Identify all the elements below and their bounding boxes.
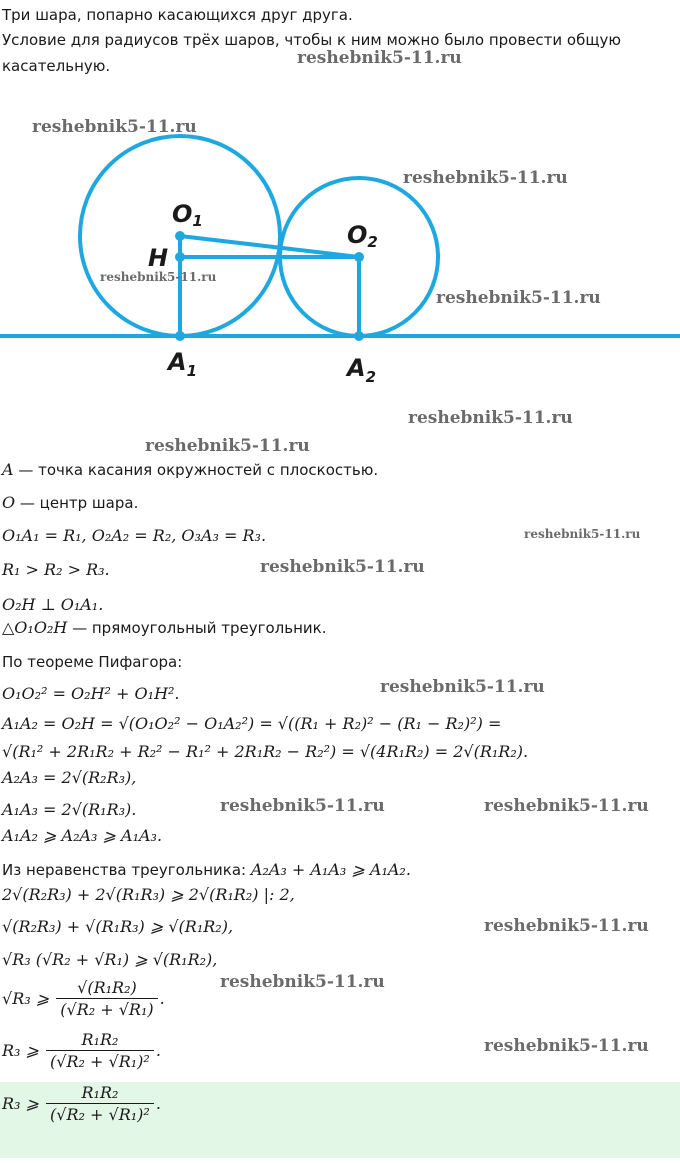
- label-a1: $A_1$: [168, 348, 198, 380]
- s19-end: .: [155, 1041, 161, 1060]
- triangle-notation: △O₁O₂H: [2, 618, 68, 637]
- solution-line-6: [2, 617, 326, 639]
- s19-left: R₃ ⩾: [2, 1041, 39, 1060]
- s20-end: .: [155, 1094, 161, 1113]
- s18-numerator: √(R₁R₂): [56, 978, 157, 999]
- solution-line-10: √(R₁² + 2R₁R₂ + R₂² − R₁² + 2R₁R₂ − R₂²) = √(4R₁R₂) = 2√(R₁R₂).: [2, 742, 529, 761]
- solution-line-14-text: Из неравенства треугольника:: [2, 861, 251, 879]
- solution-line-1: [2, 459, 378, 481]
- s18-end: .: [159, 989, 165, 1008]
- s18-denominator: (√R₂ + √R₁): [60, 1000, 154, 1019]
- point-a2: [354, 331, 364, 341]
- point-o1: [175, 231, 185, 241]
- watermark: reshebnik5-11.ru: [408, 408, 573, 428]
- watermark: reshebnik5-11.ru: [524, 527, 641, 541]
- watermark: reshebnik5-11.ru: [260, 557, 425, 577]
- solution-line-6-text: — прямоугольный треугольник.: [67, 619, 327, 637]
- solution-line-8: O₁O₂² = O₂H² + O₁H².: [2, 684, 180, 703]
- solution-line-15: 2√(R₂R₃) + 2√(R₁R₃) ⩾ 2√(R₁R₂) |: 2,: [2, 885, 295, 904]
- solution-line-14: [2, 859, 411, 881]
- point-h: [175, 252, 185, 262]
- watermark: reshebnik5-11.ru: [297, 48, 462, 68]
- segment-o1-o2: [180, 236, 359, 257]
- solution-line-20-answer: [2, 1083, 161, 1126]
- solution-line-12: A₁A₃ = 2√(R₁R₃).: [2, 800, 137, 819]
- s19-denominator: (√R₂ + √R₁)²: [50, 1052, 150, 1071]
- watermark: reshebnik5-11.ru: [220, 972, 385, 992]
- solution-line-7: По теореме Пифагора:: [2, 653, 183, 671]
- watermark: reshebnik5-11.ru: [484, 916, 649, 936]
- watermark: reshebnik5-11.ru: [220, 796, 385, 816]
- s18-fraction: [56, 978, 157, 1021]
- watermark: reshebnik5-11.ru: [145, 436, 310, 456]
- solution-line-18: [2, 978, 165, 1021]
- watermark: reshebnik5-11.ru: [436, 288, 601, 308]
- label-o1: O1: [172, 200, 203, 230]
- solution-line-2: [2, 492, 138, 514]
- solution-line-3: O₁A₁ = R₁, O₂A₂ = R₂, O₃A₃ = R₃.: [2, 526, 267, 545]
- solution-line-1-text: — точка касания окружностей с плоскостью.: [13, 461, 379, 479]
- solution-line-2-text: — центр шара.: [15, 494, 139, 512]
- var-a: A: [2, 460, 14, 479]
- s20-numerator: R₁R₂: [46, 1083, 154, 1104]
- intro-line-3: касательную.: [2, 57, 111, 75]
- label-h: H: [148, 244, 169, 272]
- s20-fraction: [46, 1083, 154, 1126]
- label-a2: $A_2$: [347, 354, 377, 386]
- s18-left: √R₃ ⩾: [2, 989, 50, 1008]
- triangle-inequality: A₂A₃ + A₁A₃ ⩾ A₁A₂.: [250, 860, 411, 879]
- watermark: reshebnik5-11.ru: [484, 1036, 649, 1056]
- solution-line-4: R₁ > R₂ > R₃.: [2, 560, 110, 579]
- solution-line-11: A₂A₃ = 2√(R₂R₃),: [2, 768, 137, 787]
- watermark: reshebnik5-11.ru: [403, 168, 568, 188]
- point-a1: [175, 331, 185, 341]
- var-o: O: [2, 493, 16, 512]
- solution-line-19: [2, 1030, 161, 1073]
- watermark: reshebnik5-11.ru: [484, 796, 649, 816]
- s19-numerator: R₁R₂: [46, 1030, 154, 1051]
- solution-line-16: √(R₂R₃) + √(R₁R₃) ⩾ √(R₁R₂),: [2, 917, 234, 936]
- watermark: reshebnik5-11.ru: [32, 117, 197, 137]
- watermark: reshebnik5-11.ru: [100, 270, 217, 284]
- s20-left: R₃ ⩾: [2, 1094, 39, 1113]
- watermark: reshebnik5-11.ru: [380, 677, 545, 697]
- solution-line-17: √R₃ (√R₂ + √R₁) ⩾ √(R₁R₂),: [2, 950, 218, 969]
- s20-denominator: (√R₂ + √R₁)²: [50, 1105, 150, 1124]
- label-o2: O2: [347, 221, 378, 251]
- solution-line-5: O₂H ⊥ O₁A₁.: [2, 595, 104, 614]
- intro-line-1: Три шара, попарно касающихся друг друга.: [2, 6, 353, 24]
- s19-fraction: [46, 1030, 154, 1073]
- solution-line-13: A₁A₂ ⩾ A₂A₃ ⩾ A₁A₃.: [2, 826, 163, 845]
- point-o2: [354, 252, 364, 262]
- solution-line-9: A₁A₂ = O₂H = √(O₁O₂² − O₁A₂²) = √((R₁ + R₂)² − (R₁ − R₂)²) =: [2, 714, 502, 733]
- intro-line-2: Условие для радиусов трёх шаров, чтобы к ним можно было провести общую: [2, 31, 621, 49]
